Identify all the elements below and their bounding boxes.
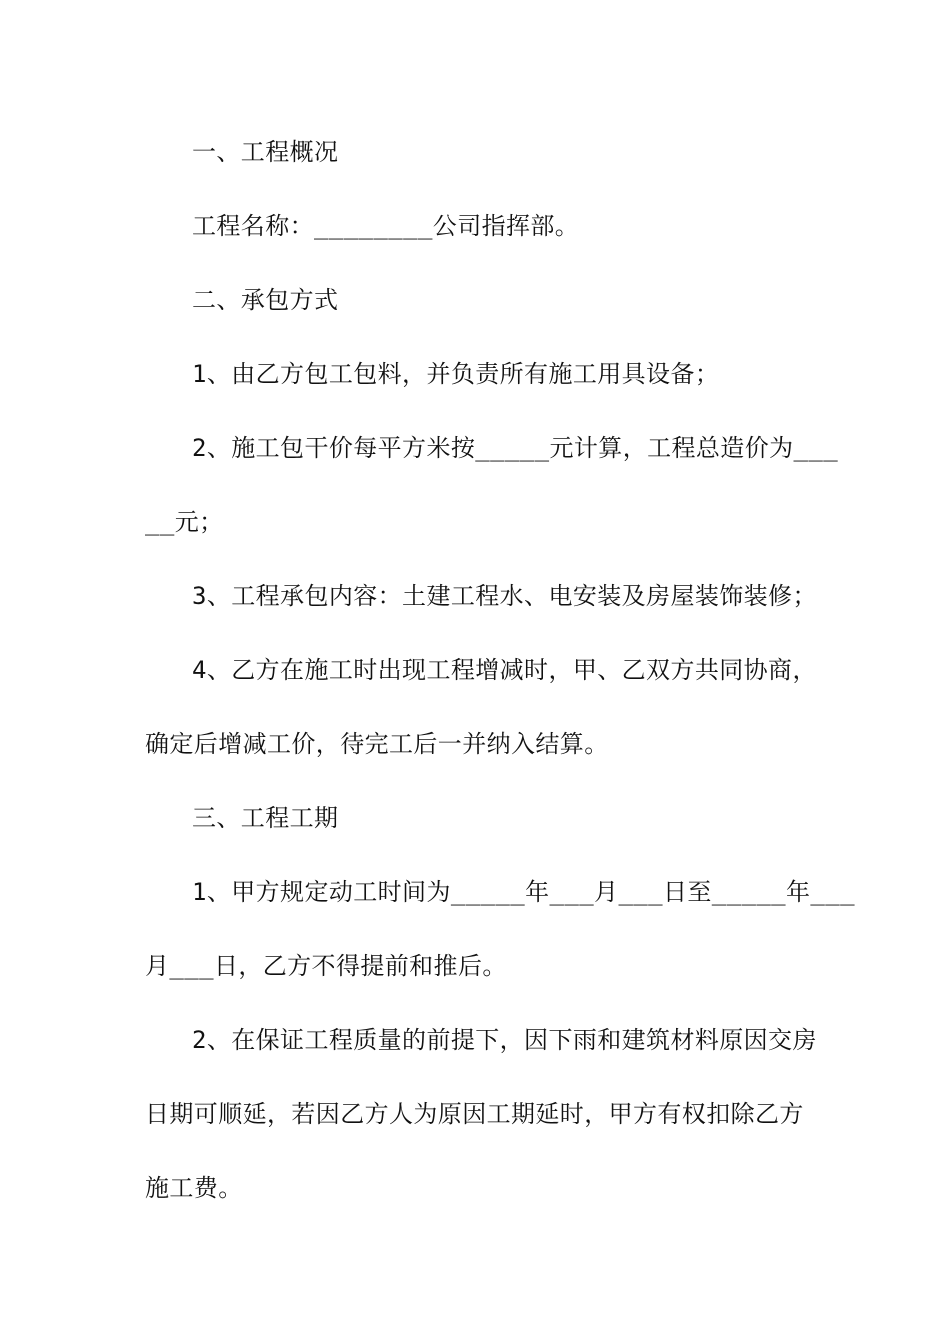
clause-2-4-continued: 确定后增减工价，待完工后一并纳入结算。 — [145, 730, 609, 758]
clause-2-2: 2、施工包干价每平方米按_____元计算，工程总造价为___ — [192, 434, 839, 462]
clause-3-2: 2、在保证工程质量的前提下，因下雨和建筑材料原因交房 — [192, 1026, 817, 1054]
clause-3-1: 1、甲方规定动工时间为_____年___月___日至_____年___ — [192, 878, 855, 906]
section-heading-contract-method: 二、承包方式 — [192, 286, 339, 314]
clause-3-2-end: 施工费。 — [145, 1174, 243, 1202]
clause-2-2-continued: __元； — [145, 508, 224, 536]
project-name-line: 工程名称：________公司指挥部。 — [192, 212, 580, 240]
section-heading-overview: 一、工程概况 — [192, 138, 339, 166]
clause-3-2-continued: 日期可顺延，若因乙方人为原因工期延时，甲方有权扣除乙方 — [145, 1100, 804, 1128]
clause-2-3: 3、工程承包内容：土建工程水、电安装及房屋装饰装修； — [192, 582, 817, 610]
clause-2-4: 4、乙方在施工时出现工程增减时，甲、乙双方共同协商， — [192, 656, 817, 684]
clause-3-1-continued: 月___日，乙方不得提前和推后。 — [145, 952, 507, 980]
section-heading-schedule: 三、工程工期 — [192, 804, 339, 832]
clause-2-1: 1、由乙方包工包料，并负责所有施工用具设备； — [192, 360, 720, 388]
